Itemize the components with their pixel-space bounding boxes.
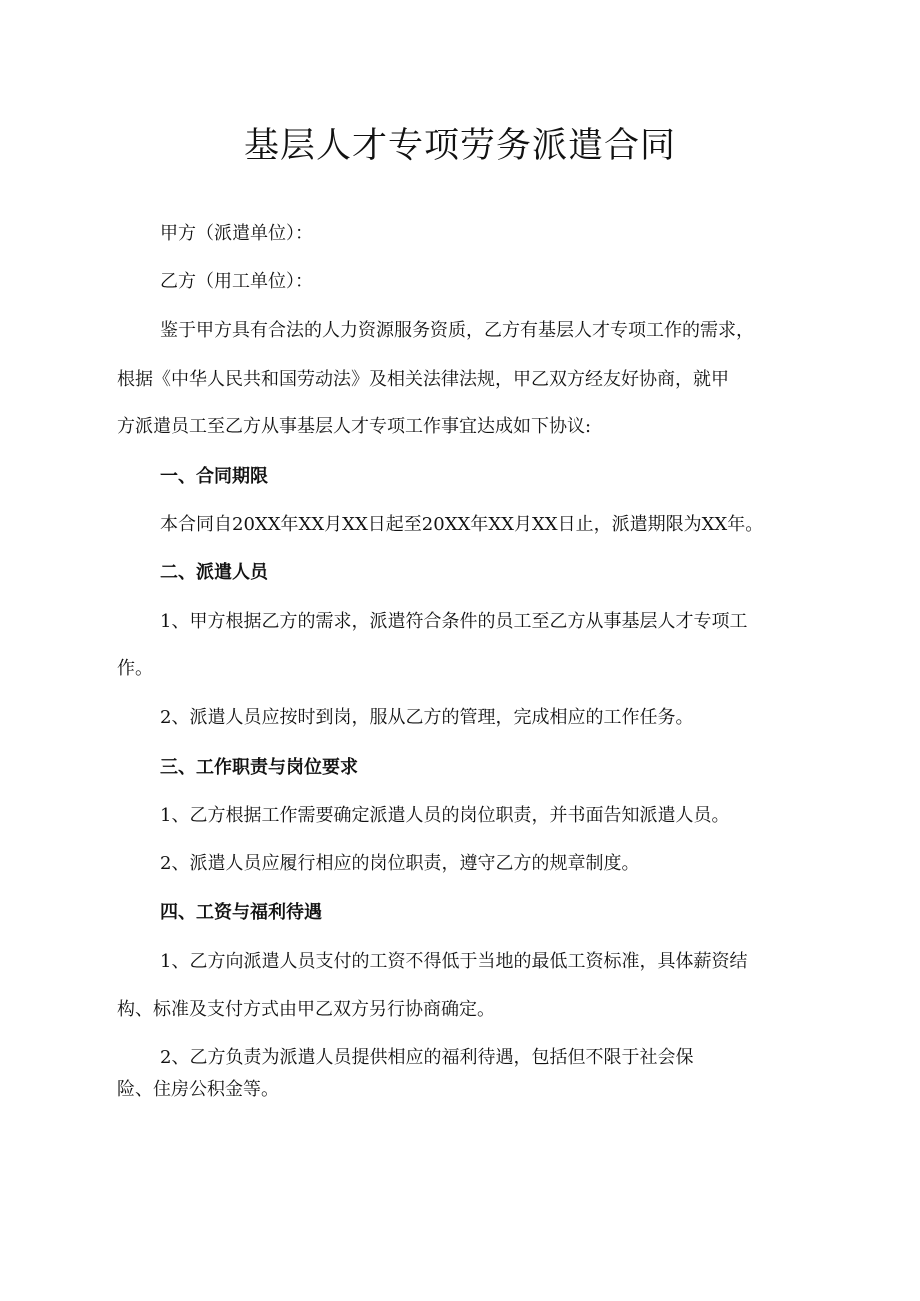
personnel-item-2: 2、派遣人员应按时到岗，服从乙方的管理，完成相应的工作任务。 <box>160 707 694 728</box>
wages-item-1-line-2: 构、标准及支付方式由甲乙双方另行协商确定。 <box>117 999 495 1020</box>
term-paragraph: 本合同自20XX年XX月XX日起至20XX年XX月XX日止，派遣期限为XX年。 <box>160 514 764 535</box>
wages-item-2-line-1: 2、乙方负责为派遣人员提供相应的福利待遇，包括但不限于社会保 <box>160 1047 694 1068</box>
section-heading-personnel: 二、派遣人员 <box>160 562 268 583</box>
duties-item-1: 1、乙方根据工作需要确定派遣人员的岗位职责，并书面告知派遣人员。 <box>160 805 730 826</box>
duties-item-2: 2、派遣人员应履行相应的岗位职责，遵守乙方的规章制度。 <box>160 853 640 874</box>
party-a-line: 甲方（派遣单位）： <box>160 223 313 244</box>
section-heading-duties: 三、工作职责与岗位要求 <box>160 757 358 778</box>
personnel-item-1-line-2: 作。 <box>117 658 153 679</box>
preamble-line-1: 鉴于甲方具有合法的人力资源服务资质，乙方有基层人才专项工作的需求， <box>160 320 754 341</box>
preamble-line-2: 根据《中华人民共和国劳动法》及相关法律法规，甲乙双方经友好协商，就甲 <box>117 369 729 390</box>
section-heading-term: 一、合同期限 <box>160 466 268 487</box>
section-heading-wages: 四、工资与福利待遇 <box>160 902 322 923</box>
personnel-item-1-line-1: 1、甲方根据乙方的需求，派遣符合条件的员工至乙方从事基层人才专项工 <box>160 611 748 632</box>
party-b-line: 乙方（用工单位）： <box>160 271 313 292</box>
document-title: 基层人才专项劳务派遣合同 <box>243 126 676 166</box>
wages-item-1-line-1: 1、乙方向派遣人员支付的工资不得低于当地的最低工资标准，具体薪资结 <box>160 951 748 972</box>
wages-item-2-line-2: 险、住房公积金等。 <box>117 1079 279 1100</box>
preamble-line-3: 方派遣员工至乙方从事基层人才专项工作事宜达成如下协议: <box>117 416 592 437</box>
